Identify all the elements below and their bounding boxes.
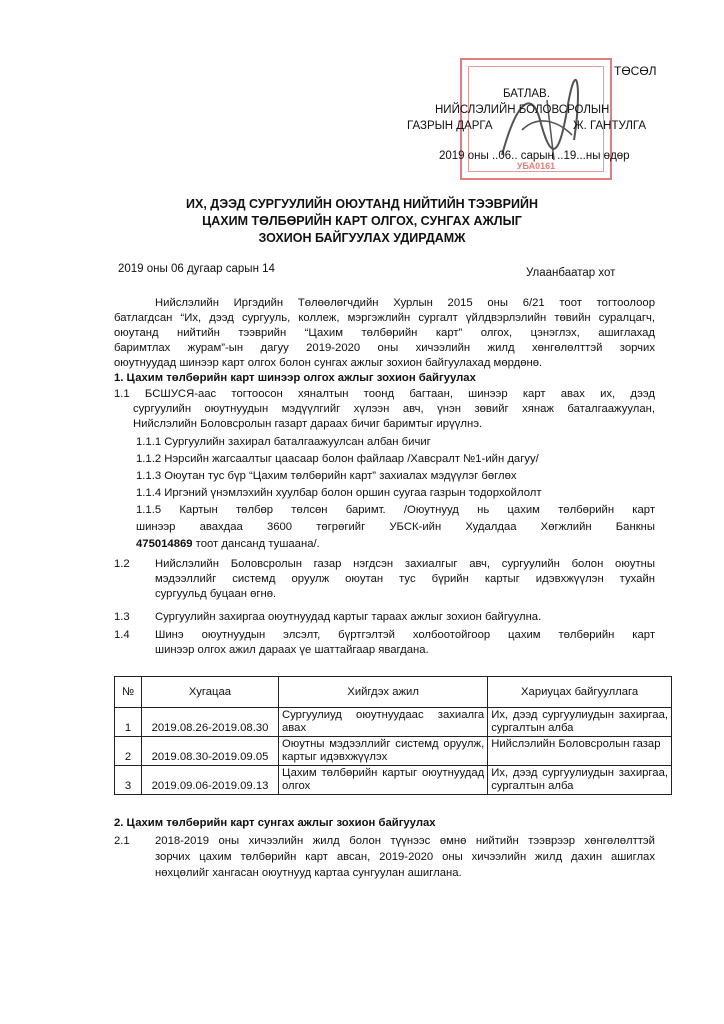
intro-line-5: оюутнуудад шинээр карт олгох болон сунгах ажлыг зохион байгуулахад мөрдөнө. [114, 357, 543, 369]
row-task: Оюутны мэдээллийг системд оруулж, картыг идэвхжүүлэх [279, 737, 488, 766]
item-1-1-line-2: сургуулийн оюутнуудын мэдүүлгийг хүлээн авч, үнэн зөвийг хянаж баталгаажуулан, [133, 403, 655, 415]
table-row [115, 766, 672, 795]
item-1-2-line-2: мэдээллийг системд оруулж оюутан тус бүрийн картыг идэвхжүүлэн тухайн [155, 573, 655, 585]
document-title [0, 196, 724, 247]
section-1-heading: 1. Цахим төлбөрийн карт шинээр олгох ажлыг зохион байгуулах [114, 372, 476, 384]
item-1-3-number: 1.3 [114, 611, 130, 623]
item-1-4-line-1: Шинэ оюутнуудын элсэлт, бүртгэлтэй холбоотойгоор цахим төлбөрийн карт [155, 629, 655, 641]
approver-org: НИЙСЛЭЛИЙН БОЛОВСРОЛЫН [435, 104, 610, 116]
item-2-1-line-1: 2018-2019 оны хичээлийн жилд болон түүнээс өмнө нийтийн тээврээр хөнгөлөлттэй [155, 835, 655, 847]
document-date: 2019 оны 06 дугаар сарын 14 [118, 263, 275, 275]
item-1-1-line-3: Нийслэлийн Боловсролын газарт дараах бичиг баримтыг ирүүлнэ. [133, 418, 483, 430]
header-period: Хугацаа [142, 677, 279, 708]
title-line-3: ЗОХИОН БАЙГУУЛАХ УДИРДАМЖ [258, 231, 466, 245]
approval-date: 2019 оны ..06.. сарын ..19...ны өдөр [439, 150, 630, 162]
intro-line-4: баримтлах журам”-ын дагуу 2019-2020 оны хичээлийн жилд хөнгөлөлттэй зорчих [114, 342, 655, 354]
header-number: № [115, 677, 142, 708]
approver-position: ГАЗРЫН ДАРГА [407, 120, 493, 132]
table-row [115, 737, 672, 766]
row-number: 1 [115, 708, 142, 737]
intro-line-1: Нийслэлийн Иргэдийн Төлөөлөгчдийн Хурлын 2015 оны 6/21 тоот тогтоолоор [155, 297, 655, 309]
row-task: Цахим төлбөрийн картыг оюутнуудад олгох [279, 766, 488, 795]
item-1-1-5-line-3: 475014869 тоот дансанд тушаана/. [136, 538, 320, 550]
item-1-3-text: Сургуулийн захиргаа оюутнуудад картыг тараах ажлыг зохион байгуулна. [155, 611, 542, 623]
row-number: 2 [115, 737, 142, 766]
schedule-table [114, 676, 672, 795]
table-header-row [115, 677, 672, 708]
row-number: 3 [115, 766, 142, 795]
item-1-4-line-2: шинээр олгох ажил дараах үе шаттайгаар явагдана. [155, 644, 429, 656]
item-1-1-5-line-2: шинээр авахдаа 3600 төгрөгийг УБСК-ийн Худалдаа Хөгжлийн Банкны [136, 521, 655, 533]
document-city: Улаанбаатар хот [526, 267, 616, 279]
item-1-2-line-3: сургуульд буцаан өгнө. [155, 588, 277, 600]
approver-name: Ж. ГАНТУЛГА [573, 120, 647, 132]
sub-item-1-1-2: 1.1.2 Нэрсийн жагсаалтыг цаасаар болон файлаар /Хавсралт №1-ийн дагуу/ [136, 453, 539, 465]
row-period: 2019.09.06-2019.09.13 [142, 766, 279, 795]
sub-item-1-1-4: 1.1.4 Иргэний үнэмлэхийн хуулбар болон оршин суугаа газрын тодорхойлолт [136, 487, 542, 499]
row-responsible: Нийслэлийн Боловсролын газар [488, 737, 672, 766]
table-row [115, 708, 672, 737]
row-period: 2019.08.30-2019.09.05 [142, 737, 279, 766]
sub-item-1-1-1: 1.1.1 Сургуулийн захирал баталгаажуулсан албан бичиг [136, 436, 431, 448]
intro-line-2: батлагдсан “Их, дээд сургууль, коллеж, мэргэжлийн сургалт үйлдвэрлэлийн төвийн суралцагч, [114, 312, 655, 324]
sub-item-1-1-3: 1.1.3 Оюутан тус бүр “Цахим төлбөрийн карт” захиалах мэдүүлэг бөглөх [136, 470, 517, 482]
item-1-2-line-1: Нийслэлийн Боловсролын газар нэгдсэн захиалгыг авч, сургуулийн болон оюутны [155, 558, 655, 570]
row-task: Сургуулиуд оюутнуудаас захиалга авах [279, 708, 488, 737]
stamp-code: УБА0161 [516, 161, 556, 171]
item-2-1-line-3: нөхцөлийг хангасан оюутнууд картаа сунгуулан ашиглана. [155, 867, 462, 879]
item-1-1-5-line-1: 1.1.5 Картын төлбөр төлсөн баримт. /Оюутнууд нь цахим төлбөрийн карт [136, 504, 655, 516]
item-1-4-number: 1.4 [114, 629, 130, 641]
title-line-2: ЦАХИМ ТӨЛБӨРИЙН КАРТ ОЛГОХ, СУНГАХ АЖЛЫГ [202, 214, 522, 228]
bank-account-number: 475014869 [136, 538, 193, 550]
draft-label: ТӨСӨЛ [614, 64, 657, 78]
intro-line-3: оюутанд нийтийн тээврийн “Цахим төлбөрийн карт” олгох, цэнэглэх, ашиглахад [114, 327, 655, 339]
header-responsible: Хариуцах байгууллага [488, 677, 672, 708]
row-responsible: Их, дээд сургуулиудын захиргаа, сургалтын алба [488, 708, 672, 737]
item-2-1-line-2: зорчих цахим төлбөрийн карт авсан, 2019-2020 оны хичээлийн жилд дахин ашиглах [155, 851, 655, 863]
item-1-1-line-1: 1.1 БСШУСЯ-аас тогтоосон хяналтын тоонд багтаан, шинээр карт авах их, дээд [114, 388, 655, 400]
approve-title: БАТЛАВ. [503, 88, 550, 100]
row-period: 2019.08.26-2019.08.30 [142, 708, 279, 737]
item-1-2-number: 1.2 [114, 558, 130, 570]
title-line-1: ИХ, ДЭЭД СУРГУУЛИЙН ОЮУТАНД НИЙТИЙН ТЭЭВРИЙН [186, 197, 538, 211]
item-2-1-number: 2.1 [114, 835, 130, 847]
row-responsible: Их, дээд сургуулиудын захиргаа, сургалтын алба [488, 766, 672, 795]
section-2-heading: 2. Цахим төлбөрийн карт сунгах ажлыг зохион байгуулах [114, 817, 436, 829]
header-task: Хийгдэх ажил [279, 677, 488, 708]
